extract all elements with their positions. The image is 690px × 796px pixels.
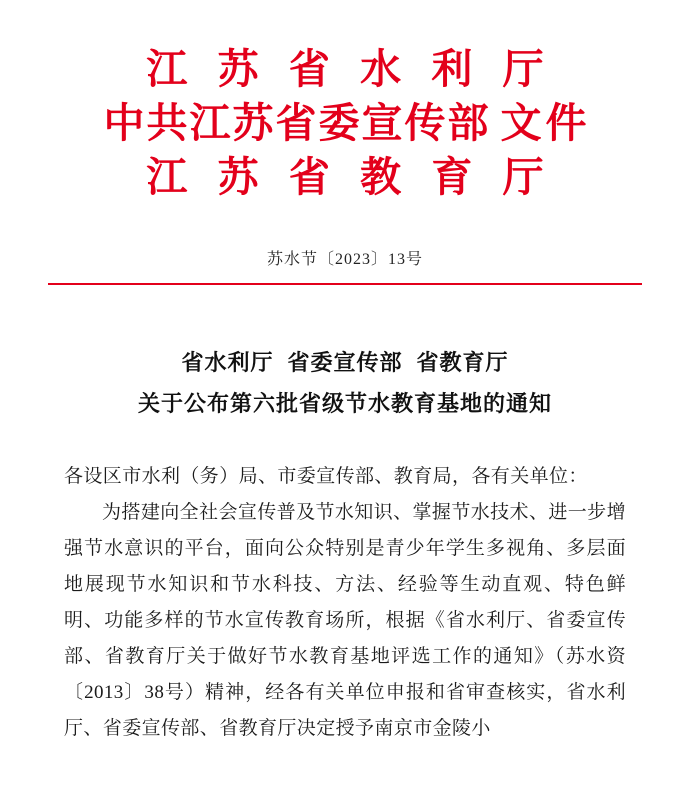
- document-title: [0, 343, 690, 424]
- document-number: 苏水节〔2023〕13号: [266, 251, 423, 269]
- title-issuer-2: 省委宣传部: [287, 350, 403, 376]
- title-issuer-1: 省水利厅: [181, 350, 274, 376]
- red-divider: [48, 283, 642, 285]
- letterhead-doc-word: 文件: [500, 100, 591, 147]
- body-salutation: 各设区市水利（务）局、市委宣传部、教育局，各有关单位：: [64, 465, 588, 487]
- title-line-1: [0, 343, 690, 384]
- title-line-2: 关于公布第六批省级节水教育基地的通知: [137, 391, 552, 417]
- document-body: [64, 459, 626, 747]
- body-paragraph-1: 为搭建向全社会宣传普及节水知识、掌握节水技术、进一步增强节水意识的平台，面向公众特别是青少年学生多视角、多层面地展现节水知识和节水科技、方法、经验等生动直观、特色鲜明、功能多样的节水宣传教育场所，根据《省水利厅、省委宣传部、省教育厅关于做好节水教育基地评选工作的通知》（苏水资〔2013〕38号）精神，经各有关单位申报和省审查核实，省水利厅、省委宣传部、省教育厅决定授予南京市金陵小: [64, 501, 626, 739]
- letterhead-line-2-main: 中共江苏省委宣传部: [103, 100, 491, 147]
- title-issuer-3: 省教育厅: [416, 350, 509, 376]
- letterhead-line-3: 江 苏 省 教 育 厅: [146, 154, 554, 201]
- letterhead-line-2: [0, 96, 690, 150]
- letterhead: [0, 0, 690, 204]
- letterhead-line-1: 江 苏 省 水 利 厅: [146, 46, 554, 92]
